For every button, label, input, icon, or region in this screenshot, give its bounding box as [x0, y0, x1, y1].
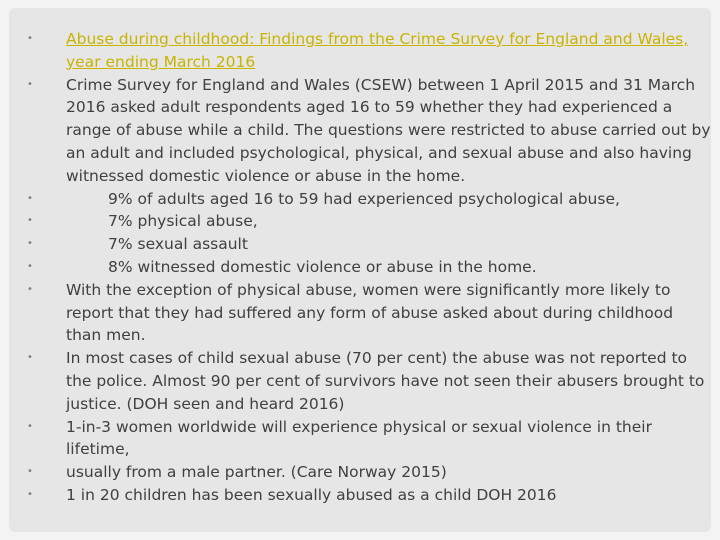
bullet-item: [27, 279, 711, 347]
bullet-item: [27, 74, 711, 188]
bullet-item-link: [27, 28, 711, 74]
bullet-text: 8% witnessed domestic violence or abuse in the home.: [108, 257, 537, 276]
bullet-text: In most cases of child sexual abuse (70 per cent) the abuse was not reported to the police. Almost 90 per cent of survivors have not seen their abusers brought to justice. (DOH seen and heard 2016): [66, 349, 705, 413]
bullet-text: 7% sexual assault: [108, 235, 248, 254]
bullet-text: With the exception of physical abuse, women were significantly more likely to report that they had suffered any form of abuse asked about during childhood than men.: [66, 280, 674, 345]
bullet-item: [27, 347, 711, 415]
bullet-text: 7% physical abuse,: [108, 212, 258, 231]
bullet-item: [27, 416, 711, 462]
bullet-item-statistic: [27, 210, 711, 233]
bullet-list: [27, 28, 711, 507]
bullet-text: 1-in-3 women worldwide will experience physical or sexual violence in their lifetime,: [66, 417, 652, 459]
bullet-text: usually from a male partner. (Care Norway 2015): [66, 463, 447, 482]
source-link[interactable]: Abuse during childhood: Findings from the Crime Survey for England and Wales, year ending March 2016: [66, 30, 689, 71]
bullet-text: 9% of adults aged 16 to 59 had experienced psychological abuse,: [108, 189, 620, 208]
bullet-text: 1 in 20 children has been sexually abused as a child DOH 2016: [66, 485, 557, 504]
bullet-item: [27, 461, 711, 484]
bullet-item: [27, 484, 711, 507]
bullet-text: Crime Survey for England and Wales (CSEW) between 1 April 2015 and 31 March 2016 asked adult respondents aged 16 to 59 whether they had experienced a range of abuse while a child. The questions were restricted to abuse carried out by an adult and included psychological, physical, and sexual abuse and also having witnessed domestic violence or abuse in the home.: [66, 75, 711, 185]
bullet-item-statistic: [27, 256, 711, 279]
bullet-item-statistic: [27, 233, 711, 256]
slide: [9, 8, 711, 532]
bullet-item-statistic: [27, 188, 711, 211]
